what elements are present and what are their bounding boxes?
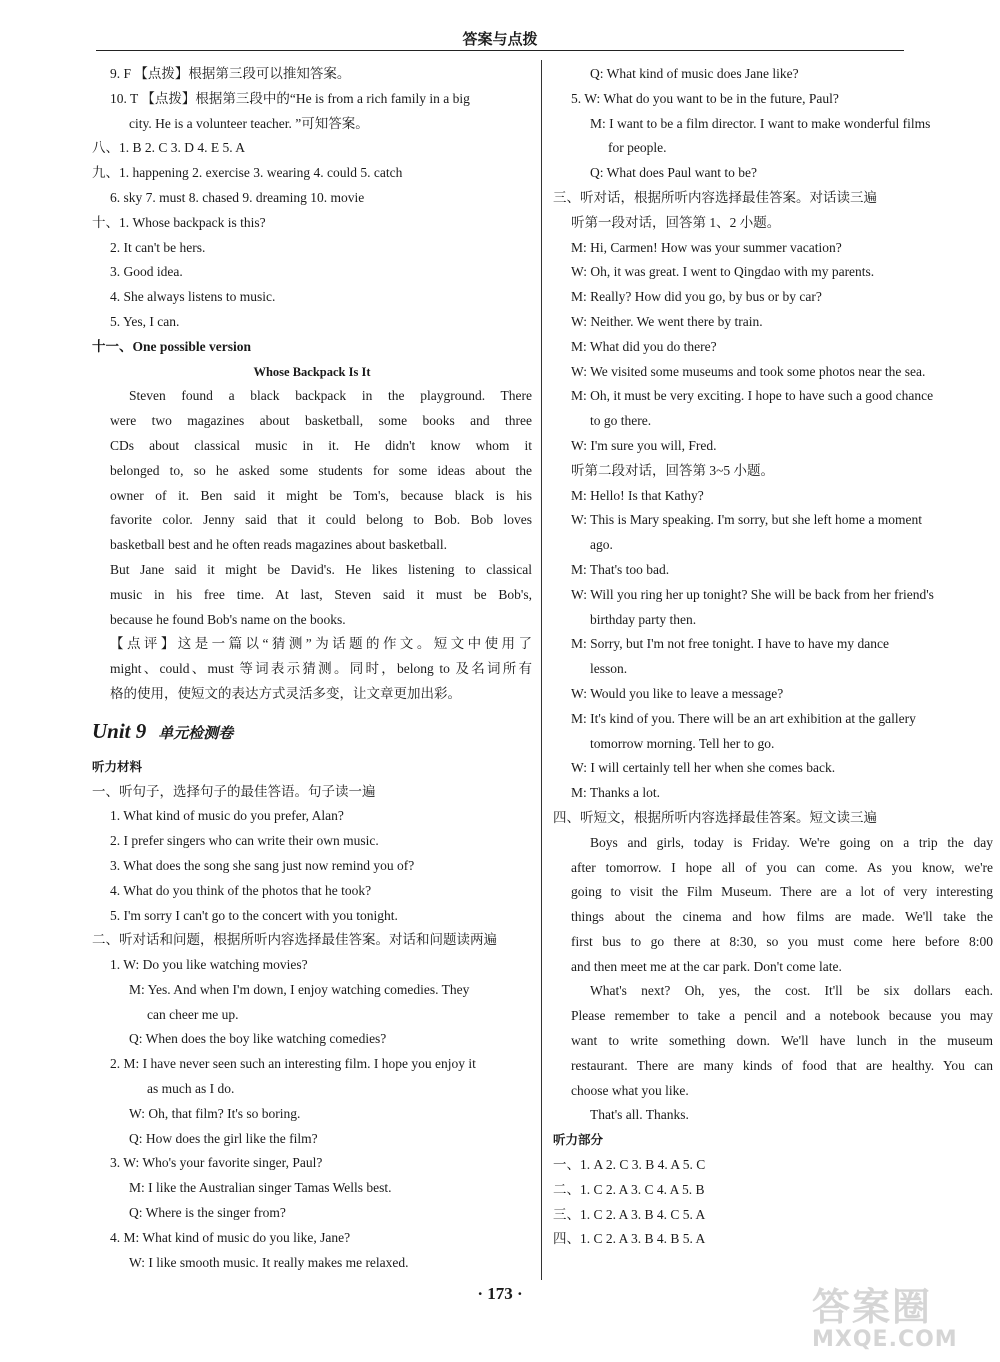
unit-heading: [92, 707, 532, 755]
text-line: birthday party then.: [590, 611, 697, 627]
text-line: city. He is a volunteer teacher. ”可知答案。: [129, 115, 369, 131]
text-line: M: Hello! Is that Kathy?: [571, 487, 704, 503]
text-line: going to visit the Film Museum. There are a lot of very interesting: [571, 884, 993, 900]
text-line: 4. She always listens to music.: [110, 289, 276, 305]
unit-title: Unit 9: [92, 718, 147, 743]
text-line: What's next? Oh, yes, the cost. It'll be six dollars each.: [590, 983, 993, 999]
text-line: Q: What does Paul want to be?: [590, 165, 757, 181]
text-line: and then meet me at the car park. Don't come late.: [571, 958, 842, 974]
text-line: Please remember to take a pencil and a notebook because you may: [571, 1008, 993, 1024]
text-line: W: Oh, that film? It's so boring.: [129, 1105, 301, 1121]
page-number: · 173 ·: [477, 1284, 523, 1303]
text-line: Steven found a black backpack in the playground. There: [129, 388, 532, 404]
text-line: W: I'm sure you will, Fred.: [571, 437, 717, 453]
text-line: M: I like the Australian singer Tamas Wells best.: [129, 1180, 392, 1196]
text-line: 听第二段对话，回答第 3~5 小题。: [571, 462, 775, 478]
text-line: 4. What do you think of the photos that he took?: [110, 882, 372, 898]
text-line: belonged to, so he asked some students for some ideas about the: [110, 462, 532, 478]
text-line: M: Oh, it must be very exciting. I hope to have such a good chance: [571, 388, 934, 404]
text-line: M: It's kind of you. There will be an art exhibition at the gallery: [571, 710, 916, 726]
text-line: 2. M: I have never seen such an interesting film. I hope you enjoy it: [110, 1056, 476, 1072]
text-line: were two magazines about basketball, some books and three: [110, 413, 532, 429]
left-column: [92, 62, 532, 1275]
text-line: things about the cinema and how films are made. We'll take the: [571, 909, 993, 925]
text-line: restaurant. There are many kinds of food that are healthy. You can: [571, 1057, 993, 1073]
text-line: M: Yes. And when I'm down, I enjoy watching comedies. They: [129, 981, 470, 997]
text-line: 5. W: What do you want to be in the future, Paul?: [571, 90, 839, 106]
text-line: 听第一段对话，回答第 1、2 小题。: [571, 214, 781, 230]
watermark-top-text: 答案圈: [812, 1285, 933, 1329]
text-line: to go there.: [590, 413, 652, 429]
text-line: W: We visited some museums and took some photos near the sea.: [571, 363, 926, 379]
text-line: 6. sky 7. must 8. chased 9. dreaming 10. movie: [110, 189, 365, 205]
header-rule: [96, 50, 904, 51]
text-line: first bus to go there at 8:30, so you must come here before 8:00: [571, 933, 993, 949]
text-line: M: I want to be a film director. I want to make wonderful films: [590, 115, 931, 131]
text-line: owner of it. Ben said it might be Tom's, because black is his: [110, 487, 532, 503]
text-line: 2. It can't be hers.: [110, 239, 206, 255]
text-line: want to write something down. We'll have lunch in the museum: [571, 1033, 993, 1049]
text-line: That's all. Thanks.: [590, 1107, 689, 1123]
text-line: CDs about classical music in it. He didn't know whom it: [110, 437, 532, 453]
text-line: W: Will you ring her up tonight? She will be back from her friend's: [571, 586, 934, 602]
text-line: 5. Yes, I can.: [110, 313, 180, 329]
text-line: 3. Good idea.: [110, 264, 183, 280]
text-line: favorite color. Jenny said that it could belong to Bob. Bob loves: [110, 512, 532, 528]
text-line: W: Neither. We went there by train.: [571, 313, 763, 329]
text-line: Whose Backpack Is It: [253, 364, 371, 379]
text-line: 四、1. C 2. A 3. B 4. B 5. A: [553, 1231, 706, 1247]
text-line: M: What did you do there?: [571, 338, 717, 354]
section-label: 听力材料: [92, 758, 143, 774]
text-line: M: Thanks a lot.: [571, 785, 660, 801]
right-column: [553, 62, 993, 1252]
page-header: [0, 0, 1000, 50]
text-line: 二、听对话和问题，根据所听内容选择最佳答案。对话和问题读两遍: [92, 932, 497, 948]
text-line: 一、听句子，选择句子的最佳答语。句子读一遍: [92, 783, 376, 799]
text-line: basketball best and he often reads magazines about basketball.: [110, 537, 448, 553]
watermark-logo: [812, 1286, 982, 1356]
text-line: 1. What kind of music do you prefer, Alan?: [110, 808, 344, 824]
text-line: 九、1. happening 2. exercise 3. wearing 4. could 5. catch: [92, 165, 403, 181]
text-line: Q: When does the boy like watching comedies?: [129, 1031, 387, 1047]
text-line: choose what you like.: [571, 1082, 689, 1098]
text-line: Q: Where is the singer from?: [129, 1205, 286, 1221]
text-line: 十、1. Whose backpack is this?: [92, 214, 266, 230]
text-line: 4. M: What kind of music do you like, Jane?: [110, 1229, 351, 1245]
text-line: M: Really? How did you go, by bus or by car?: [571, 289, 822, 305]
text-line: music in his free time. At last, Steven said it must be Bob's,: [110, 586, 532, 602]
text-line: 八、1. B 2. C 3. D 4. E 5. A: [92, 140, 246, 156]
text-line: W: Oh, it was great. I went to Qingdao with my parents.: [571, 264, 875, 280]
text-line: 十一、One possible version: [92, 338, 252, 354]
text-line: 三、1. C 2. A 3. B 4. C 5. A: [553, 1206, 706, 1222]
text-line: 格的使用，使短文的表达方式灵活多变，让文章更加出彩。: [110, 685, 461, 701]
text-line: might、could、must 等词表示猜测。同时，belong to 及名词所有: [110, 661, 532, 677]
text-line: can cheer me up.: [147, 1006, 239, 1022]
unit-subtitle: 单元检测卷: [158, 723, 234, 742]
text-line: because he found Bob's name on the books.: [110, 611, 346, 627]
text-line: 10. T 【点拨】根据第三段中的“He is from a rich family in a big: [110, 90, 470, 106]
watermark-bottom-text: MXQE.COM: [812, 1327, 958, 1352]
text-line: 9. F 【点拨】根据第三段可以推知答案。: [110, 66, 351, 81]
text-line: 四、听短文，根据所听内容选择最佳答案。短文读三遍: [553, 809, 877, 825]
text-line: 3. W: Who's your favorite singer, Paul?: [110, 1155, 323, 1171]
text-line: Boys and girls, today is Friday. We're going on a trip the day: [590, 834, 993, 850]
text-line: M: Sorry, but I'm not free tonight. I have to have my dance: [571, 636, 889, 652]
text-line: 一、1. A 2. C 3. B 4. A 5. C: [553, 1157, 706, 1173]
text-line: But Jane said it might be David's. He likes listening to classical: [110, 561, 532, 577]
text-line: after tomorrow. I hope all of you can come. As you know, we're: [571, 859, 993, 875]
text-line: W: This is Mary speaking. I'm sorry, but she left home a moment: [571, 512, 922, 528]
text-line: W: Would you like to leave a message?: [571, 685, 784, 701]
text-line: as much as I do.: [147, 1081, 235, 1097]
text-line: Q: How does the girl like the film?: [129, 1130, 318, 1146]
text-line: 【点评】这是一篇以“猜测”为话题的作文。短文中使用了: [110, 636, 532, 652]
text-line: W: I will certainly tell her when she comes back.: [571, 760, 836, 776]
text-line: ago.: [590, 537, 613, 553]
text-line: 3. What does the song she sang just now remind you of?: [110, 857, 415, 873]
text-line: W: I like smooth music. It really makes me relaxed.: [129, 1254, 409, 1270]
text-line: for people.: [608, 140, 667, 156]
text-line: 三、听对话，根据所听内容选择最佳答案。对话读三遍: [553, 189, 877, 205]
text-line: Q: What kind of music does Jane like?: [590, 66, 799, 81]
text-line: M: Hi, Carmen! How was your summer vacation?: [571, 239, 842, 255]
text-line: 1. W: Do you like watching movies?: [110, 957, 308, 973]
text-line: 2. I prefer singers who can write their own music.: [110, 833, 379, 849]
text-line: M: That's too bad.: [571, 561, 670, 577]
text-line: tomorrow morning. Tell her to go.: [590, 735, 775, 751]
text-line: 二、1. C 2. A 3. C 4. A 5. B: [553, 1181, 705, 1197]
header-title: 答案与点拨: [462, 30, 538, 48]
text-line: 5. I'm sorry I can't go to the concert with you tonight.: [110, 907, 398, 923]
text-line: lesson.: [590, 661, 628, 677]
section-label: 听力部分: [553, 1132, 604, 1148]
column-divider: [541, 60, 542, 1280]
